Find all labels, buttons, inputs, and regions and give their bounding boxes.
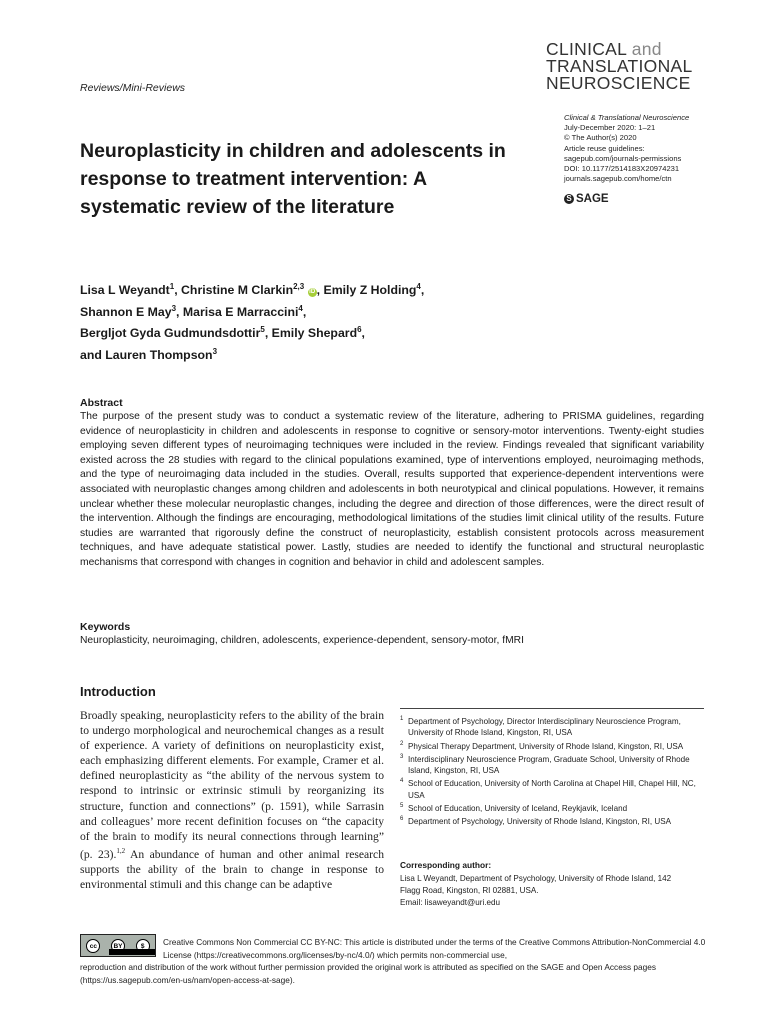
section-label: Reviews/Mini-Reviews [80,82,186,94]
article-title: Neuroplasticity in children and adolescents in response to treatment intervention: A systematic review of the literature [80,140,506,218]
journal-meta [564,113,744,184]
journal-logo-line2: TRANSLATIONAL [546,56,693,76]
meta-journal-link[interactable]: journals.sagepub.com/home/ctn [564,174,672,184]
affiliation-item [400,754,706,777]
author-name[interactable]: Lauren Thompson [105,347,213,362]
publisher-logo [564,193,609,205]
author-name[interactable]: Bergljot Gyda Gudmundsdottir [80,326,261,341]
keywords-text: Neuroplasticity, neuroimaging, children, adolescents, experience-dependent, sensory-motor, fMRI [80,635,524,646]
introduction-text [80,708,384,892]
keywords-heading: Keywords [80,621,131,633]
intro-body-1: Broadly speaking, neuroplasticity refers to the ability of the brain to undergo morphological and neurochemical changes as a result of experience. A variety of definitions on neuroplasticity exist, each emphasizing different elements. For example, Cramer et al. defined neuroplasticity as “the ability of the nervous system to respond to intrinsic or extrinsic stimuli by reorganizing its structure, function and connections” (p. 1591), while Sarrasin and colleagues’ more recent definition focuses on “the capacity of the brain to modify its neural connections through learning” (p. 23). [80,709,384,861]
affiliation-text: Department of Psychology, Director Interdisciplinary Neuroscience Program, University of Rhode Island, Kingston, RI, USA [408,717,681,738]
intro-body-2: An abundance of human and other animal research supports the ability of the brain to change in response to environmental stimuli and this change can be adaptive [80,847,384,891]
corresponding-heading: Corresponding author: [400,860,492,870]
orcid-icon[interactable]: iD [309,289,316,296]
citation-ref[interactable]: 1,2 [116,846,126,855]
author-aff: 4 [416,282,421,291]
meta-copyright: © The Author(s) 2020 [564,133,637,143]
journal-logo-line1: CLINICAL [546,39,627,59]
author-aff: 2,3 [293,282,305,291]
sage-mark-icon: S [564,194,574,204]
affiliation-item [400,716,706,739]
author-aff: 3 [212,346,218,356]
introduction-heading: Introduction [80,684,156,699]
license-text: Creative Commons Non Commercial CC BY-NC: This article is distributed under the terms of the Creative Commons Attribution-NonCommercial 4.0 License (https://creativecommons.org/licenses/by-nc/4.0/) which permits non-commercial use, [163,937,706,960]
affiliation-item [400,803,706,814]
meta-journal-name: Clinical & Translational Neuroscience [564,113,690,122]
meta-permissions-link[interactable]: sagepub.com/journals-permissions [564,153,682,163]
affiliation-num: 2 [400,740,404,747]
affiliation-item [400,816,706,827]
affiliation-item [400,741,706,752]
affiliation-num: 1 [400,716,404,722]
meta-reuse: Article reuse guidelines: [564,143,645,153]
meta-doi[interactable]: DOI: 10.1177/2514183X20974231 [564,164,680,174]
by-icon: BY [111,939,125,953]
author-aff: 1 [169,282,175,291]
author-name[interactable]: Christine M Clarkin [181,283,294,298]
cc-license-badge[interactable] [80,934,156,957]
journal-logo-and: and [631,39,662,59]
badge-strip [109,949,155,955]
corresponding-details [400,873,706,910]
author-aff: 4 [298,303,303,313]
affiliation-num: 3 [400,753,404,760]
author-aff: 6 [357,325,362,335]
affiliation-text: Interdisciplinary Neuroscience Program, Graduate School, University of Rhode Island, Kingston, RI, USA [408,754,690,776]
author-aff: 5 [260,325,265,335]
affiliation-text: Physical Therapy Department, University of Rhode Island, Kingston, RI, USA [408,741,684,751]
meta-issue: July-December 2020: 1–21 [564,123,656,133]
authors-and: and [80,347,102,362]
author-name[interactable]: Emily Z Holding [323,283,417,298]
author-name[interactable]: Shannon E May [80,304,172,319]
abstract-text: The purpose of the present study was to conduct a systematic review of the literature, adhering to PRISMA guidelines, regarding evidence of neuroplasticity in children and adolescents in response to cognitive or sensory-motor interventions. Twenty-eight studies employing seven different types of neuroimaging techniques were included in the review. Findings revealed that significant variability existed across the 28 studies with regard to the clinical populations examined, type of interventions employed, neuroimaging methods, and the type of neuroimaging data included in the studies. Overall, results supported that experience-dependent interventions were associated with neuroplastic changes among children and adolescents in both neurotypical and clinical populations. However, it remains unclear whether these molecular neuroplastic changes, including the degree and direction of those differences, were the direct result of the intervention. Although the findings are encouraging, methodological limitations of the studies limit clinical utility of the results. Future studies are warranted that rigorously define the construct of neuroplasticity, establish consistent protocols across measurement techniques, and have adequate statistical power. Lastly, studies are needed to identify the functional and structural neuroplastic mechanisms that correspond with changes in cognition and behavior in child and adolescent samples. [80,411,704,568]
publisher-name: SAGE [576,193,609,205]
author-name[interactable]: Lisa L Weyandt [80,283,170,298]
affiliation-text: Department of Psychology, University of Rhode Island, Kingston, RI, USA [408,817,672,827]
abstract-heading: Abstract [80,397,123,409]
affiliation-num: 4 [400,778,404,785]
affiliations-divider [400,708,704,709]
affiliations [400,716,706,830]
author-list: Lisa L Weyandt$^1$, Christine M Clarkin$^{2,3}$ iD , Emily Z Holding$^4$, Shannon E May$^3$, Marisa E Marraccini$^4$, Bergljot Gyda Gudmundsdottir$^5$, Emily Shepard$^6$, and Lauren Thompson$^3$ [80,282,425,362]
nc-icon: $ [136,939,150,953]
affiliation-text: School of Education, University of North Carolina at Chapel Hill, Chapel Hill, NC, USA [408,779,696,800]
affiliation-num: 6 [400,816,404,823]
author-name[interactable]: Marisa E Marraccini [182,304,299,319]
license-text-continued: reproduction and distribution of the work without further permission provided the original work is attributed as specified on the SAGE and Open Access pages (https://us.sagepub.com/en-us/nam/open-access-at-sage). [80,962,657,985]
affiliation-item [400,778,706,801]
corresponding-line: Lisa L Weyandt, Department of Psychology, University of Rhode Island, 142 [400,874,672,883]
corresponding-line: Flagg Road, Kingston, RI 02881, USA. [400,886,539,896]
affiliation-text: School of Education, University of Iceland, Reykjavik, Iceland [408,804,628,814]
author-name[interactable]: Emily Shepard [271,326,358,341]
affiliation-num: 5 [400,803,404,810]
journal-logo [546,40,706,92]
corresponding-email[interactable]: Email: lisaweyandt@uri.edu [400,898,500,908]
journal-logo-line3: NEUROSCIENCE [546,73,691,93]
cc-icon: cc [86,939,100,953]
author-aff: 3 [171,303,177,313]
